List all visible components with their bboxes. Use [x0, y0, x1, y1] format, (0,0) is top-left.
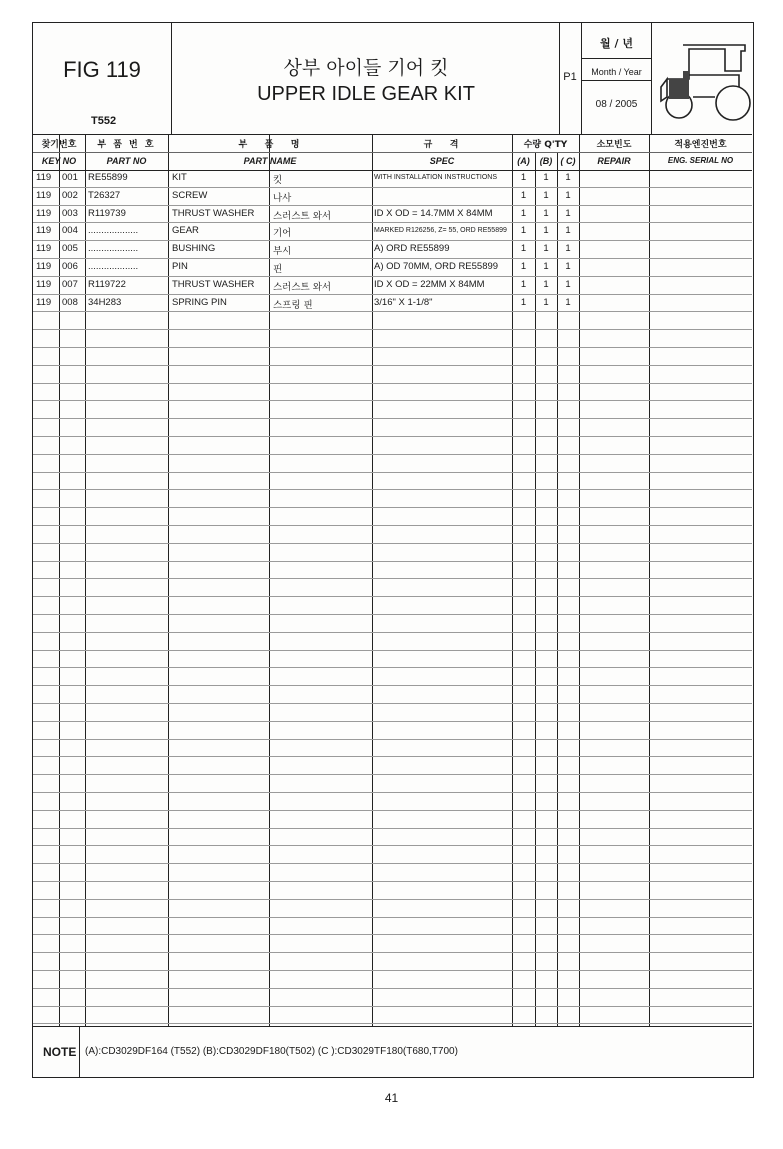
- parts-table: [33, 170, 752, 1026]
- table-row: [33, 473, 752, 491]
- table-row: [33, 508, 752, 526]
- table-row: [33, 686, 752, 704]
- cell-qb: 1: [543, 225, 549, 237]
- cell-qa: 1: [520, 261, 527, 272]
- divider: [33, 152, 752, 153]
- table-row: [33, 544, 752, 562]
- cell-name-en: KIT: [172, 172, 187, 183]
- qty-c-header: ( C): [560, 156, 576, 166]
- cell-qb: 1: [543, 296, 549, 308]
- divider: [171, 23, 172, 134]
- table-row: [33, 579, 752, 597]
- table-row: [33, 811, 752, 829]
- cell-name-ko: 스러스트 와서: [273, 210, 332, 222]
- cell-qa: 1: [520, 243, 527, 255]
- cell-qb: 1: [543, 207, 549, 219]
- cell-qa: 1: [520, 189, 527, 201]
- page-title: UPPER IDLE GEAR KIT: [257, 83, 475, 105]
- cell-qc: 1: [565, 189, 571, 201]
- spec-header-korean: 규 격: [423, 140, 461, 150]
- model-label: T552: [91, 115, 117, 127]
- cell-qb: 1: [543, 278, 549, 290]
- table-row: [33, 206, 752, 224]
- table-row: [33, 384, 752, 402]
- cell-name-ko: 부시: [273, 246, 292, 258]
- table-row: [33, 312, 752, 330]
- cell-qc: 1: [565, 207, 571, 219]
- table-row: [33, 437, 752, 455]
- cell-spec: WITH INSTALLATION INSTRUCTIONS: [374, 174, 498, 181]
- table-row: [33, 455, 752, 473]
- note-label: NOTE: [43, 1045, 77, 1059]
- cell-key: 006: [62, 261, 78, 272]
- table-row: [33, 722, 752, 740]
- cell-part-no: 34H283: [88, 296, 122, 308]
- month-year-value: 08 / 2005: [595, 99, 638, 110]
- tractor-icon: [653, 35, 751, 125]
- table-row: [33, 419, 752, 437]
- cell-key: 007: [62, 278, 78, 290]
- table-row: [33, 668, 752, 686]
- cell-spec: A) ORD RE55899: [374, 243, 450, 255]
- parts-catalog-sheet: [32, 22, 754, 1078]
- table-row: [33, 277, 752, 295]
- spec-header: SPEC: [429, 156, 455, 166]
- column-header: [33, 134, 752, 171]
- table-row: [33, 526, 752, 544]
- cell-key: 004: [62, 225, 78, 237]
- table-row: [33, 829, 752, 847]
- cell-qb: 1: [543, 243, 549, 255]
- divider: [79, 1027, 80, 1077]
- sheet-header: [33, 23, 752, 135]
- table-row: [33, 615, 752, 633]
- note-section: [33, 1026, 752, 1077]
- cell-qa: 1: [520, 172, 527, 183]
- cell-name-ko: 핀: [273, 264, 283, 275]
- table-row: [33, 935, 752, 953]
- table-row: [33, 793, 752, 811]
- table-row: [33, 366, 752, 384]
- divider: [651, 23, 652, 134]
- cell-name-en: BUSHING: [172, 243, 216, 255]
- repair-header-korean: 소모빈도: [596, 140, 632, 150]
- cell-qc: 1: [565, 243, 571, 255]
- cell-key: 003: [62, 207, 78, 219]
- cell-name-en: THRUST WASHER: [172, 278, 255, 290]
- table-row: [33, 651, 752, 669]
- table-row: [33, 188, 752, 206]
- table-row: [33, 330, 752, 348]
- cell-part-no: R119722: [88, 278, 126, 290]
- page-number: 41: [384, 1091, 399, 1105]
- page-title-korean: 상부 아이들 기어 킷: [283, 57, 449, 79]
- part-name-header-korean: 부 품 명: [238, 140, 302, 150]
- table-row: [33, 348, 752, 366]
- cell-name-en: SCREW: [172, 189, 208, 201]
- cell-name-ko: 킷: [273, 175, 283, 186]
- cell-qc: 1: [565, 296, 571, 308]
- table-row: [33, 846, 752, 864]
- table-row: [33, 1007, 752, 1025]
- repair-header: REPAIR: [597, 156, 631, 166]
- cell-fig: 119: [36, 225, 52, 237]
- table-row: [33, 704, 752, 722]
- qty-a-header: (A): [517, 156, 530, 166]
- table-row: [33, 295, 752, 313]
- serial-header-korean: 적용엔진번호: [674, 140, 727, 150]
- cell-name-ko: 스러스트 와서: [273, 281, 332, 293]
- cell-name-en: SPRING PIN: [172, 296, 227, 308]
- cell-fig: 119: [36, 207, 52, 219]
- cell-qb: 1: [543, 189, 549, 201]
- table-row: [33, 882, 752, 900]
- table-row: [33, 562, 752, 580]
- table-row: [33, 490, 752, 508]
- cell-fig: 119: [36, 296, 52, 308]
- page-tag: P1: [563, 71, 577, 83]
- qty-b-header: (B): [539, 156, 553, 166]
- table-row: [33, 900, 752, 918]
- cell-fig: 119: [36, 278, 52, 290]
- divider: [581, 58, 651, 59]
- cell-qc: 1: [565, 278, 571, 290]
- key-no-header-korean: 찾기번호: [41, 140, 77, 150]
- cell-qc: 1: [565, 261, 571, 272]
- cell-name-en: PIN: [172, 261, 188, 272]
- cell-key: 005: [62, 243, 78, 255]
- cell-qa: 1: [520, 278, 527, 290]
- table-row: [33, 170, 752, 188]
- table-row: [33, 953, 752, 971]
- cell-part-no: T26327: [88, 189, 121, 201]
- table-row: [33, 757, 752, 775]
- cell-key: 002: [62, 189, 78, 201]
- divider: [581, 80, 651, 81]
- qty-header: 수량 Q'TY: [523, 140, 568, 150]
- cell-fig: 119: [36, 172, 52, 183]
- table-row: [33, 971, 752, 989]
- month-year-label-korean: 월 / 년: [600, 37, 633, 50]
- cell-qc: 1: [565, 225, 571, 237]
- table-row: [33, 775, 752, 793]
- cell-qb: 1: [543, 172, 549, 183]
- cell-part-no: ...................: [88, 243, 139, 255]
- table-row: [33, 241, 752, 259]
- table-row: [33, 401, 752, 419]
- cell-key: 008: [62, 296, 78, 308]
- figure-number: FIG 119: [63, 57, 141, 82]
- cell-part-no: ...................: [88, 261, 139, 272]
- cell-fig: 119: [36, 261, 52, 272]
- cell-name-ko: 나사: [273, 192, 292, 204]
- table-row: [33, 918, 752, 936]
- cell-spec: ID X OD = 14.7MM X 84MM: [374, 207, 493, 219]
- table-row: [33, 740, 752, 758]
- cell-name-en: THRUST WASHER: [172, 207, 255, 219]
- table-row: [33, 223, 752, 241]
- cell-spec: 3/16" X 1-1/8": [374, 296, 433, 308]
- table-row: [33, 633, 752, 651]
- cell-spec: A) OD 70MM, ORD RE55899: [374, 261, 499, 272]
- cell-qb: 1: [543, 261, 549, 272]
- part-no-header-korean: 부 품 번 호: [97, 140, 156, 150]
- cell-spec: ID X OD = 22MM X 84MM: [374, 278, 485, 290]
- cell-part-no: RE55899: [88, 172, 128, 183]
- month-year-label: Month / Year: [591, 67, 642, 77]
- cell-name-en: GEAR: [172, 225, 199, 237]
- table-row: [33, 597, 752, 615]
- cell-qa: 1: [520, 296, 527, 308]
- serial-header: ENG. SERIAL NO: [667, 156, 734, 165]
- cell-part-no: ...................: [88, 225, 139, 237]
- cell-qa: 1: [520, 225, 527, 237]
- cell-key: 001: [62, 172, 78, 183]
- table-row: [33, 989, 752, 1007]
- cell-part-no: R119739: [88, 207, 126, 219]
- part-name-header: PART NAME: [243, 156, 297, 166]
- table-row: [33, 864, 752, 882]
- note-text: (A):CD3029DF164 (T552) (B):CD3029DF180(T502) (C ):CD3029TF180(T680,T700): [85, 1046, 458, 1057]
- cell-fig: 119: [36, 189, 52, 201]
- table-row: [33, 259, 752, 277]
- cell-qa: 1: [520, 207, 527, 219]
- cell-spec: MARKED R126256, Z= 55, ORD RE55899: [374, 227, 507, 235]
- part-no-header: PART NO: [106, 156, 147, 166]
- cell-name-ko: 기어: [273, 228, 292, 240]
- cell-name-ko: 스프링 핀: [273, 299, 313, 311]
- key-no-header: KEY NO: [41, 156, 77, 166]
- cell-fig: 119: [36, 243, 52, 255]
- cell-qc: 1: [565, 172, 571, 183]
